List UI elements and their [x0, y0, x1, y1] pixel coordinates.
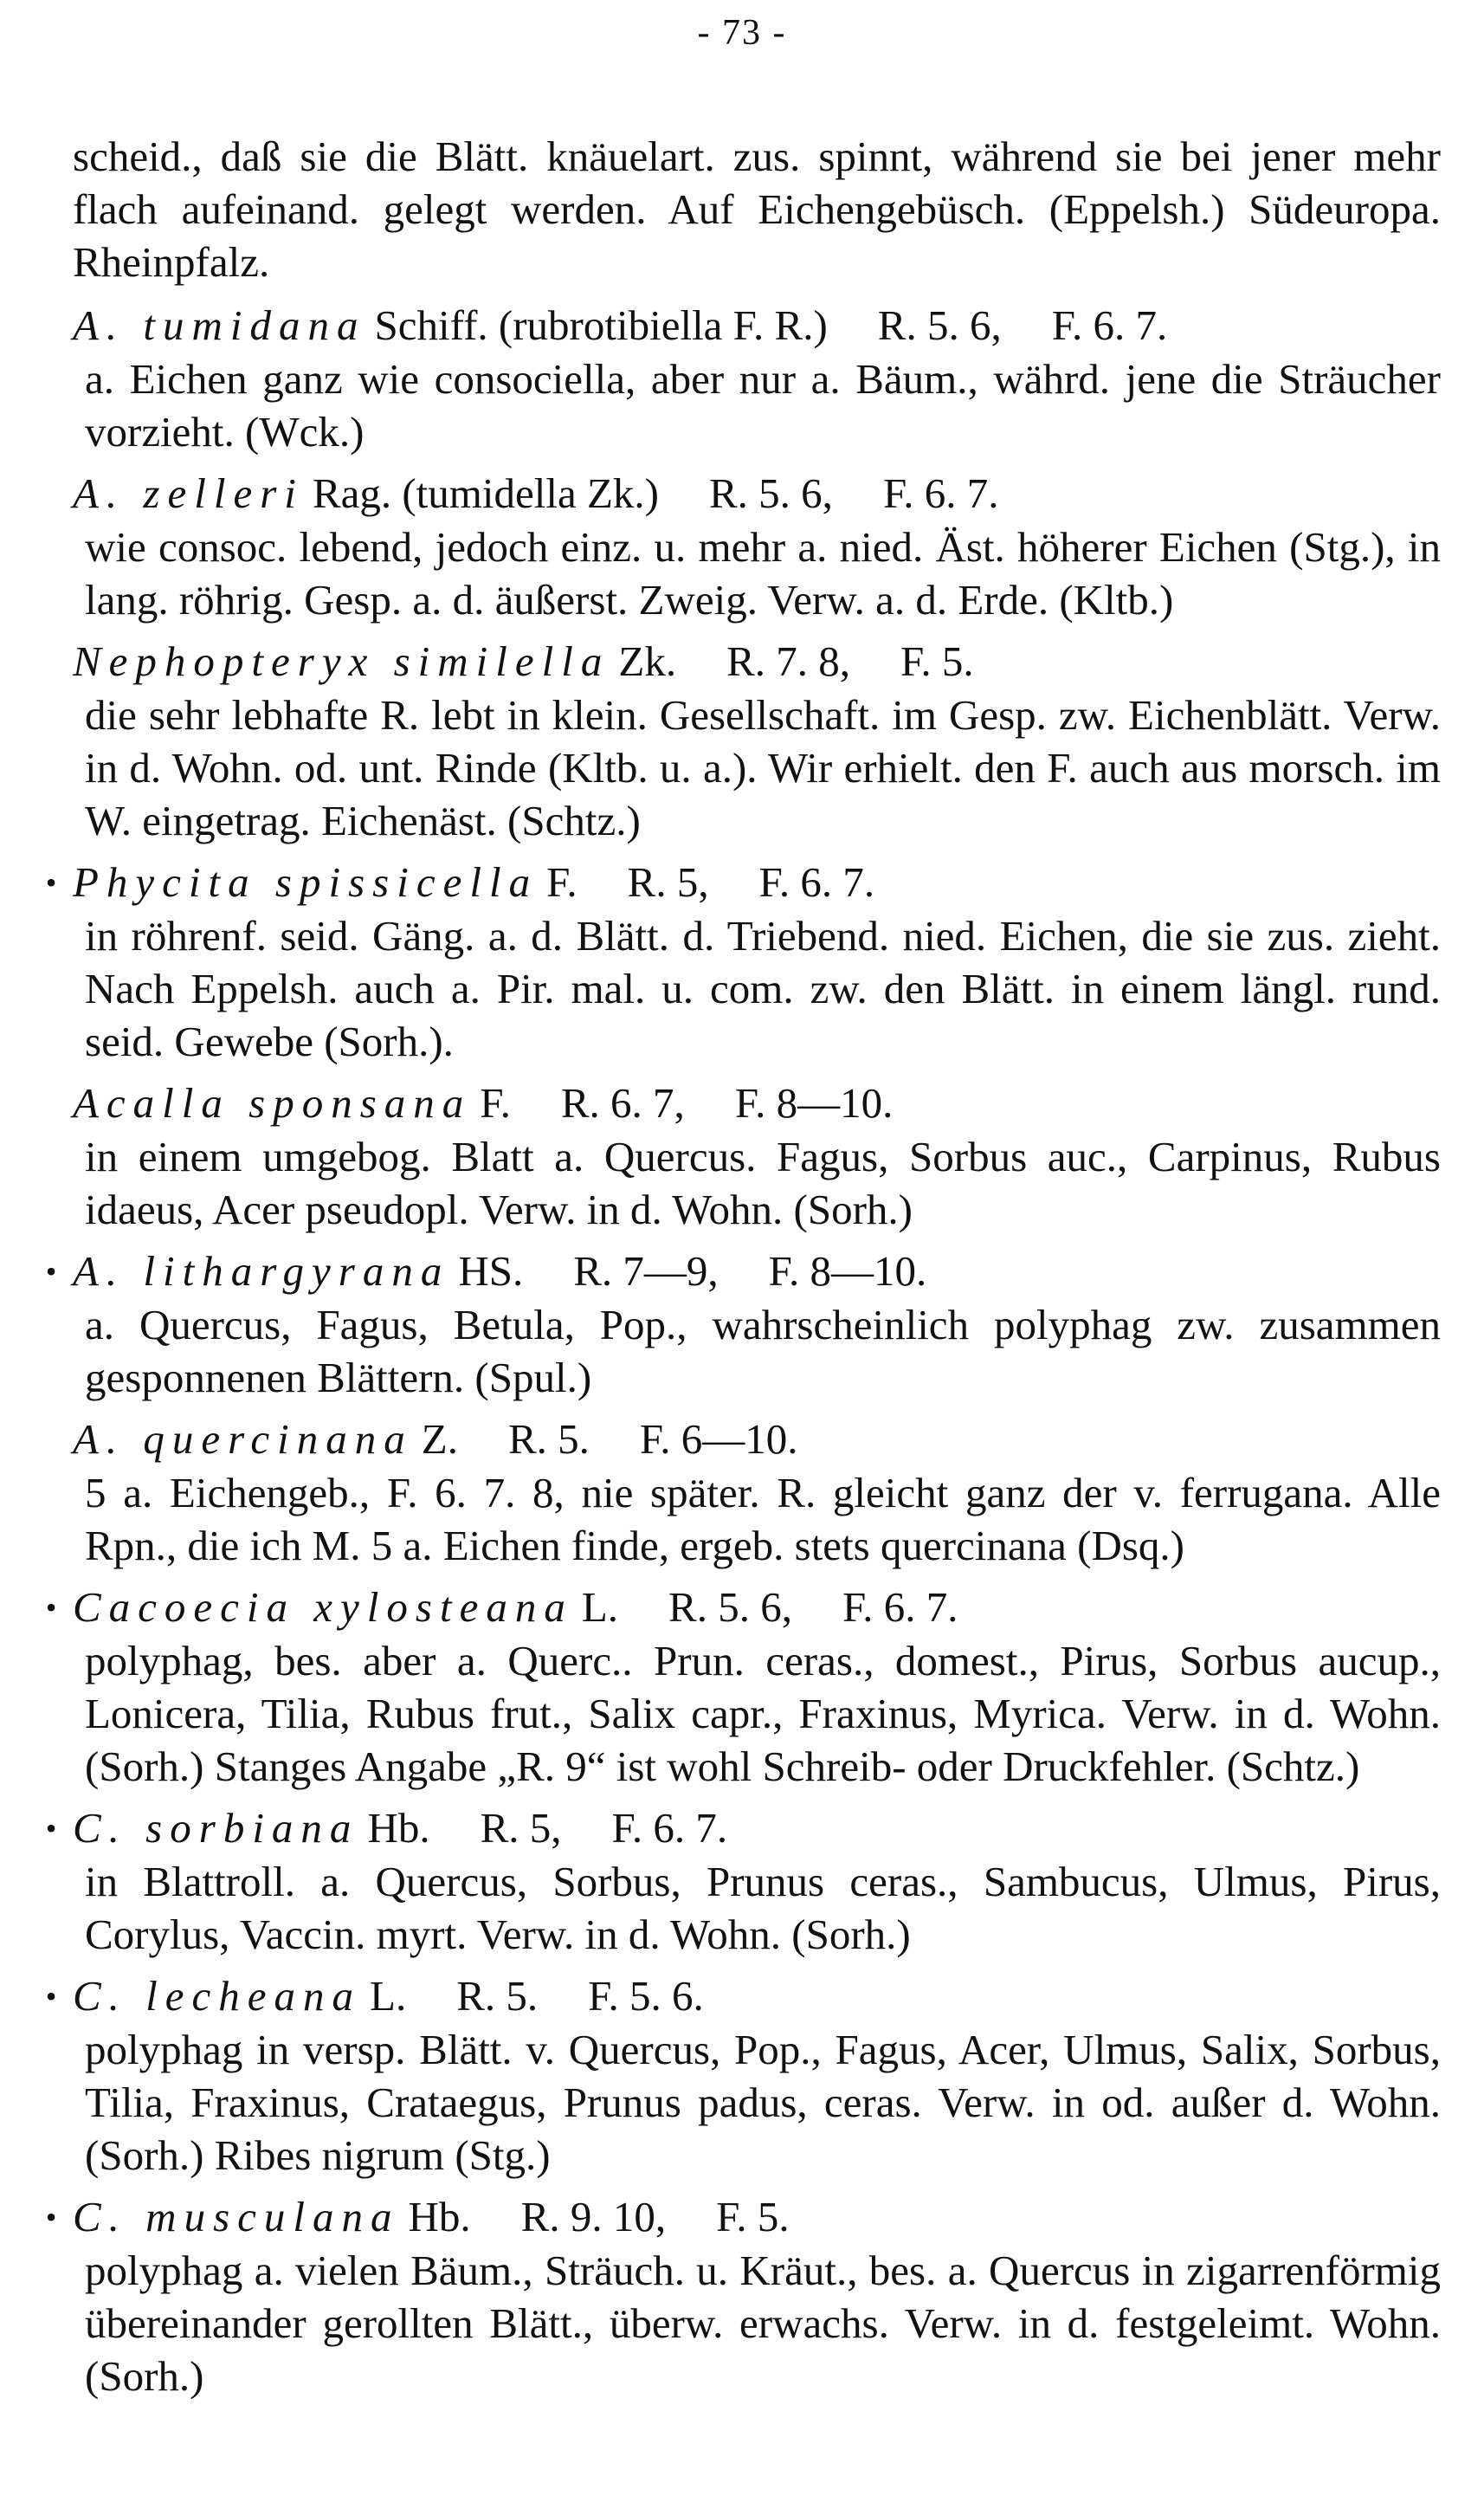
- entry-description: a. Quercus, Fagus, Betula, Pop., wahrscheinlich polyphag zw. zusammen gesponnenen Blättern. (Spul.): [85, 1301, 1441, 1401]
- taxon-author: Rag. (tumidella Zk.): [312, 469, 659, 517]
- flight-period: F. 5. 6.: [588, 1972, 704, 2020]
- taxon-name: A. tumidana: [73, 301, 366, 349]
- larva-period: R. 6. 7,: [560, 1079, 685, 1127]
- entry-marker: •: [45, 1590, 57, 1625]
- entry-description: polyphag, bes. aber a. Querc.. Prun. ceras., domest., Pirus, Sorbus aucup., Lonicera, Tilia, Rubus frut., Salix capr., Fraxinus, Myrica. Verw. in d. Wohn. (Sorh.) Stanges Angabe „R. 9“ ist wohl Schreib- oder Druckfehler. (Schtz.): [85, 1637, 1441, 1790]
- taxon-author: Hb.: [367, 1804, 430, 1852]
- species-entry: [73, 467, 1441, 626]
- larva-period: R. 5. 6,: [877, 301, 1002, 349]
- entry-heading: [73, 1076, 1441, 1130]
- species-entry: [45, 2190, 1441, 2402]
- entry-description: in röhrenf. seid. Gäng. a. d. Blätt. d. Triebend. nied. Eichen, die sie zus. zieht. Nach Eppelsh. auch a. Pir. mal. u. com. zw. den Blätt. in einem längl. rund. seid. Gewebe (Sorh.).: [85, 912, 1441, 1065]
- taxon-name: A. lithargyrana: [73, 1247, 450, 1295]
- entry-heading: [73, 1969, 1441, 2023]
- larva-period: R. 7—9,: [573, 1247, 719, 1295]
- species-entry: [73, 299, 1441, 458]
- entry-marker: •: [45, 2200, 57, 2234]
- entry-heading: [73, 856, 1441, 909]
- taxon-author: HS.: [458, 1247, 524, 1295]
- entry-description: in einem umgebog. Blatt a. Quercus. Fagus, Sorbus auc., Carpinus, Rubus idaeus, Acer pseudopl. Verw. in d. Wohn. (Sorh.): [85, 1133, 1441, 1233]
- flight-period: F. 6. 7.: [1051, 301, 1168, 349]
- species-entry: [45, 1969, 1441, 2182]
- taxon-author: L.: [370, 1972, 407, 2020]
- taxon-name: C. lecheana: [73, 1972, 362, 2020]
- species-entry: [45, 1245, 1441, 1404]
- entry-description: die sehr lebhafte R. lebt in klein. Gesellschaft. im Gesp. zw. Eichenblätt. Verw. in d. Wohn. od. unt. Rinde (Kltb. u. a.). Wir erhielt. den F. auch aus morsch. im W. eingetrag. Eichenäst. (Schtz.): [85, 691, 1441, 844]
- entry-marker: •: [45, 1979, 57, 2014]
- species-entry: [73, 1413, 1441, 1572]
- entry-heading: [73, 2190, 1441, 2244]
- entry-heading: [73, 635, 1441, 689]
- taxon-name: C. musculana: [73, 2193, 400, 2240]
- larva-period: R. 9. 10,: [520, 2193, 667, 2240]
- flight-period: F. 6. 7.: [758, 858, 875, 906]
- entry-description: wie consoc. lebend, jedoch einz. u. mehr a. nied. Äst. höherer Eichen (Stg.), in lang. röhrig. Gesp. a. d. äußerst. Zweig. Verw. a. d. Erde. (Kltb.): [85, 523, 1441, 624]
- page-number: - 73 -: [697, 13, 787, 53]
- page-body: [45, 130, 1441, 2411]
- flight-period: F. 6—10.: [639, 1415, 798, 1463]
- entry-description: in Blattroll. a. Quercus, Sorbus, Prunus ceras., Sambucus, Ulmus, Pirus, Corylus, Vaccin. myrt. Verw. in d. Wohn. (Sorh.): [85, 1858, 1441, 1958]
- species-entry: [45, 856, 1441, 1068]
- larva-period: R. 5.: [456, 1972, 539, 2020]
- taxon-author: L.: [581, 1583, 619, 1631]
- taxon-name: Acalla sponsana: [73, 1079, 472, 1127]
- taxon-name: Cacoecia xylosteana: [73, 1583, 573, 1631]
- entry-heading: [73, 1801, 1441, 1855]
- larva-period: R. 5. 6,: [709, 469, 833, 517]
- flight-period: F. 8—10.: [734, 1079, 894, 1127]
- larva-period: R. 5,: [627, 858, 709, 906]
- taxon-author: Z.: [421, 1415, 458, 1463]
- taxon-name: C. sorbiana: [73, 1804, 359, 1852]
- larva-period: R. 7. 8,: [726, 637, 851, 685]
- taxon-author: F.: [480, 1079, 511, 1127]
- flight-period: F. 6. 7.: [611, 1804, 728, 1852]
- taxon-name: Nephopteryx similella: [73, 637, 610, 685]
- taxon-author: F.: [546, 858, 577, 906]
- entry-heading: [73, 1245, 1441, 1298]
- entry-heading: [73, 467, 1441, 520]
- lead-paragraph: [73, 130, 1441, 288]
- taxon-name: Phycita spissicella: [73, 858, 539, 906]
- taxon-name: A. zelleri: [73, 469, 304, 517]
- entry-heading: [73, 299, 1441, 352]
- larva-period: R. 5. 6,: [668, 1583, 792, 1631]
- entry-heading: [73, 1581, 1441, 1634]
- flight-period: F. 5.: [900, 637, 974, 685]
- species-entry: [45, 1581, 1441, 1793]
- entry-marker: •: [45, 865, 57, 900]
- flight-period: F. 6. 7.: [882, 469, 999, 517]
- flight-period: F. 8—10.: [768, 1247, 927, 1295]
- lead-text: scheid., daß sie die Blätt. knäuelart. zus. spinnt, während sie bei jener mehr flach aufeinand. gelegt werden. Auf Eichengebüsch. (Eppelsh.) Südeuropa. Rheinpfalz.: [73, 133, 1441, 286]
- entry-description: a. Eichen ganz wie consociella, aber nur a. Bäum., währd. jene die Sträucher vorzieht. (Wck.): [85, 355, 1441, 456]
- entry-description: 5 a. Eichengeb., F. 6. 7. 8, nie später. R. gleicht ganz der v. ferrugana. Alle Rpn., die ich M. 5 a. Eichen finde, ergeb. stets quercinana (Dsq.): [85, 1469, 1441, 1569]
- larva-period: R. 5,: [480, 1804, 562, 1852]
- taxon-author: Zk.: [618, 637, 677, 685]
- species-entry: [73, 1076, 1441, 1236]
- taxon-name: A. quercinana: [73, 1415, 413, 1463]
- species-entry: [45, 1801, 1441, 1961]
- flight-period: F. 6. 7.: [842, 1583, 958, 1631]
- entry-heading: [73, 1413, 1441, 1466]
- taxon-author: Schiff. (rubrotibiella F. R.): [374, 301, 828, 349]
- entry-marker: •: [45, 1254, 57, 1289]
- flight-period: F. 5.: [716, 2193, 790, 2240]
- entry-marker: •: [45, 1811, 57, 1846]
- larva-period: R. 5.: [507, 1415, 590, 1463]
- entry-description: polyphag in versp. Blätt. v. Quercus, Pop., Fagus, Acer, Ulmus, Salix, Sorbus, Tilia, Fraxinus, Crataegus, Prunus padus, ceras. Verw. in od. außer d. Wohn. (Sorh.) Ribes nigrum (Stg.): [85, 2026, 1441, 2179]
- taxon-author: Hb.: [408, 2193, 471, 2240]
- entry-description: polyphag a. vielen Bäum., Sträuch. u. Kräut., bes. a. Quercus in zigarrenförmig übereinander gerollten Blätt., überw. erwachs. Verw. in d. festgeleimt. Wohn. (Sorh.): [85, 2247, 1441, 2400]
- species-entry: [73, 635, 1441, 847]
